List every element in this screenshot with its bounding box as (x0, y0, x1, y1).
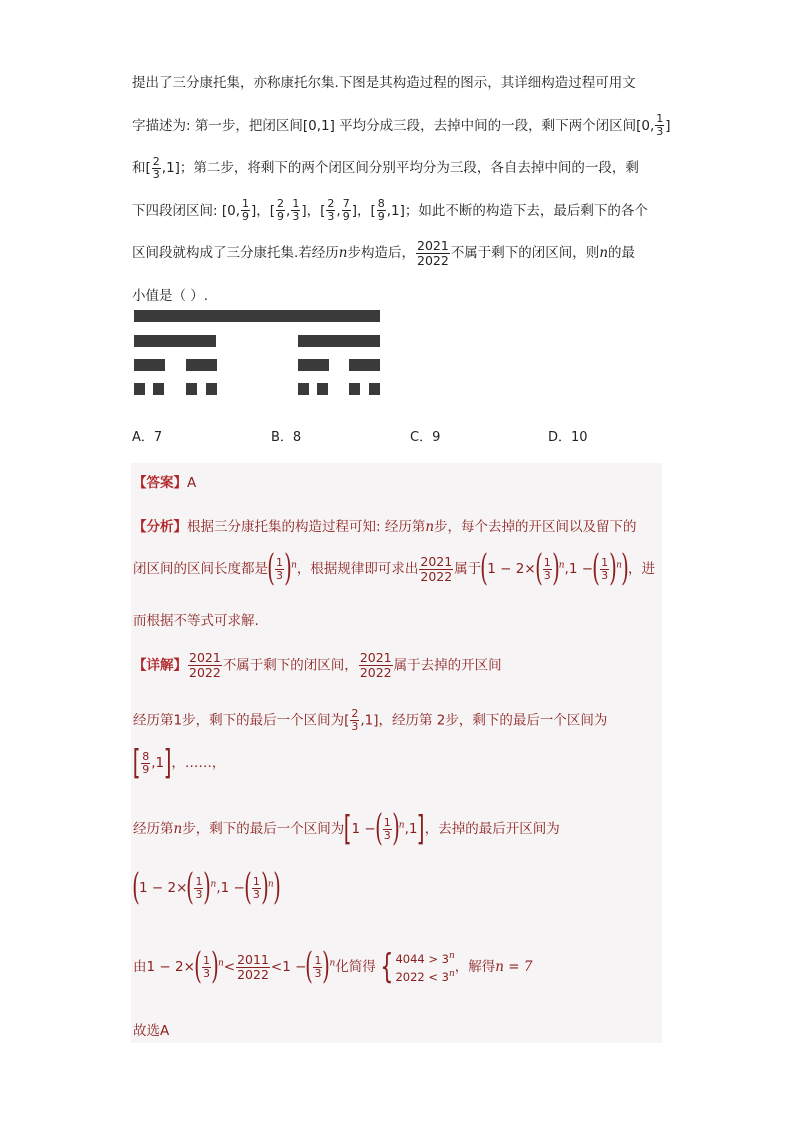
question-line-5: 区间段就构成了三分康托集.若经历n步构造后， $\frac{2021}{2022}$ 不属于剩下的闭区间，则n的最 (132, 237, 636, 268)
cantor-level-2 (186, 359, 217, 371)
cantor-level-3 (206, 383, 217, 395)
fraction-7-9: $\frac{7}{9}$ (342, 197, 350, 223)
cantor-level-2 (134, 359, 165, 371)
question-line-2: 字描述为: 第一步，把闭区间[0,1] 平均分成三段，去掉中间的一段，剩下两个闭区间[0, $\frac{1}{3}$ ] (132, 112, 671, 138)
cantor-level-0 (134, 310, 380, 322)
cantor-level-3 (153, 383, 164, 395)
fraction-1-3: $\frac{1}{3}$ (656, 112, 664, 138)
detail-line-4: 经历第n步，剩下的最后一个区间为[1 −( $\frac{1}{3}$ )$^n$,1]，去掉的最后开区间为 (133, 808, 560, 849)
fraction-2021-2022: $\frac{2021}{2022}$ (417, 237, 449, 268)
fraction-2-9: $\frac{2}{9}$ (277, 197, 285, 223)
detail-line-1: 【详解】 $\frac{2021}{2022}$ 不属于剩下的闭区间， $\frac{2021}{2022}$ 属于去掉的开区间 (133, 650, 502, 680)
question-line-6: 小值是（ ）. (132, 287, 209, 304)
cantor-level-3 (317, 383, 328, 395)
fraction-8-9: $\frac{8}{9}$ (377, 197, 385, 223)
cantor-level-1-left (134, 335, 216, 347)
analysis-line-1: 【分析】根据三分康托集的构造过程可知: 经历第n步，每个去掉的开区间以及留下的 (133, 519, 637, 535)
fraction-1-9: $\frac{1}{9}$ (242, 197, 249, 223)
fraction-2-3: $\frac{2}{3}$ (152, 154, 160, 181)
question-text (132, 62, 671, 317)
cantor-level-3 (349, 383, 360, 395)
question-line-1: 提出了三分康托集，亦称康托尔集.下图是其构造过程的图示，其详细构造过程可用文 (132, 75, 636, 91)
solution-block (131, 463, 662, 1043)
fraction-1-3b: $\frac{1}{3}$ (292, 197, 300, 223)
option-a[interactable]: A．7 (132, 430, 163, 445)
cantor-level-3 (186, 383, 197, 395)
answer-line: 【答案】A (133, 475, 197, 491)
cantor-level-1-right (298, 335, 380, 347)
question-line-3: 和[ $\frac{2}{3}$ ,1]；第二步，将剩下的两个闭区间分别平均分为三段，各自去掉中间的一段，剩 (132, 154, 639, 181)
analysis-line-3: 而根据不等式可求解. (133, 613, 259, 629)
cantor-level-3 (369, 383, 380, 395)
cantor-set-figure (132, 308, 382, 398)
cantor-level-2 (298, 359, 329, 371)
cantor-level-3 (298, 383, 309, 395)
option-b[interactable]: B．8 (271, 430, 302, 445)
detail-line-3: [ $\frac{8}{9}$ ,1]，……， (132, 743, 226, 783)
analysis-line-2: 闭区间的区间长度都是( $\frac{1}{3}$ )$^n$，根据规律即可求出 $\frac{2021}{2022}$ 属于(1 − 2×( $\frac{1}{3}$ )$^n$,1 −( $\frac{1}{3}$ )$^n$)，进 (133, 548, 655, 589)
question-line-4: 下四段闭区间: [0, $\frac{1}{9}$ ]，[ $\frac{2}{9}$ , $\frac{1}{3}$ ]，[ $\frac{2}{3}$ , $\frac{7}{9}$ ]，[ $\frac{8}{9}$ ,1]；如此不断的构造下去，最后剩下的各个 (132, 197, 648, 223)
cantor-level-2 (349, 359, 380, 371)
detail-line-6: 由1 − 2×( $\frac{1}{3}$ )$^n$< $\frac{2011}{2022}$ <1 −( $\frac{1}{3}$ )$^n$化简得 { $4044 > 3^n$ $2022 < 3^n$ ，解得n = 7 (133, 946, 533, 987)
option-d[interactable]: D．10 (548, 430, 588, 445)
option-c[interactable]: C．9 (410, 430, 441, 445)
fraction-2-3b: $\frac{2}{3}$ (327, 197, 335, 223)
cantor-level-3 (134, 383, 145, 395)
detail-line-5: (1 − 2×( $\frac{1}{3}$ )$^n$,1 −( $\frac{1}{3}$ )$^n$) (132, 867, 281, 908)
final-answer-line: 故选A (133, 1023, 170, 1039)
detail-line-2: 经历第1步，剩下的最后一个区间为[ $\frac{2}{3}$ ,1]，经历第 2步，剩下的最后一个区间为 (133, 707, 608, 733)
